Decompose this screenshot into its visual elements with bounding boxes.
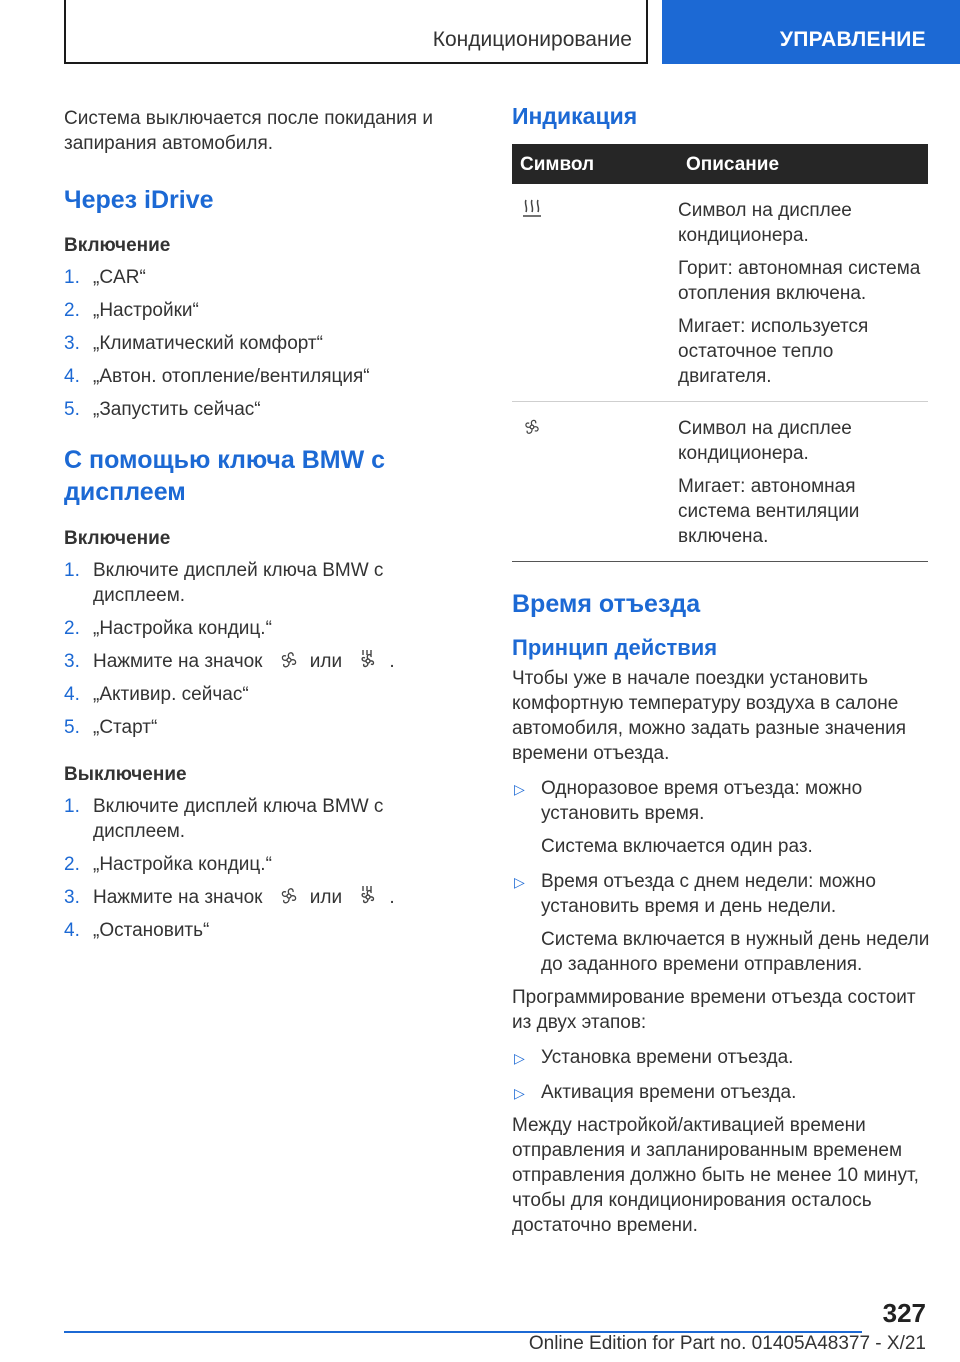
page-number: 327 bbox=[882, 1298, 926, 1328]
list-item: 5. „Старт“ bbox=[64, 717, 158, 738]
table-cell-description bbox=[678, 402, 928, 562]
indication-table bbox=[512, 144, 928, 562]
table-header-description: Описание bbox=[678, 144, 928, 184]
footer-edition: Online Edition for Part no. 01405A48377 - X/21 bbox=[528, 1333, 926, 1354]
indication-heading: Индикация bbox=[512, 103, 638, 129]
program-steps-list bbox=[512, 1045, 930, 1105]
ventilation-icon bbox=[520, 416, 544, 438]
final-text: Между настройкой/активацией времени отправления и запланированным временем отправления должно быть не менее 10 минут, чтобы для кондиционирования осталось достаточно времени. bbox=[512, 1115, 919, 1236]
list-item: 3. Нажмите на значок или . bbox=[64, 887, 395, 908]
list-item: ▷ Время отъезда с днем недели: можно установить время и день недели. Система включается в нужный день недели до заданного времени отправления. bbox=[514, 871, 930, 975]
header-chapter-title: УПРАВЛЕНИЕ bbox=[779, 28, 926, 51]
key-on-steps bbox=[64, 558, 464, 740]
table-header-symbol: Символ bbox=[512, 144, 678, 184]
header-chapter-box bbox=[662, 0, 960, 64]
program-text: Программирование времени отъезда состоит из двух этапов: bbox=[512, 987, 916, 1033]
list-item: 4. „Автон. отопление/вентиляция“ bbox=[64, 366, 370, 387]
auxiliary-heating-icon bbox=[520, 198, 544, 218]
table-cell-symbol bbox=[512, 402, 678, 562]
list-item: 4. „Активир. сейчас“ bbox=[64, 684, 249, 705]
list-item: ▷ Установка времени отъезда. bbox=[514, 1047, 794, 1068]
description-line: Символ на дисплее кондиционера. bbox=[678, 418, 852, 464]
list-item: 3. Нажмите на значок или . bbox=[64, 651, 395, 672]
list-item: ▷ Одноразовое время отъезда: можно установить время. Система включается один раз. bbox=[512, 776, 930, 859]
ventilation-icon bbox=[276, 885, 302, 907]
principle-heading: Принцип действия bbox=[512, 635, 718, 660]
ventilation-icon bbox=[276, 649, 302, 671]
list-item: 5. „Запустить сейчас“ bbox=[64, 399, 261, 420]
key-off-steps bbox=[64, 794, 464, 943]
description-line: Символ на дисплее кондиционера. bbox=[678, 200, 852, 246]
intro-text: Система выключается после покидания и запирания автомобиля. bbox=[64, 108, 433, 154]
right-column bbox=[512, 102, 930, 1238]
departure-heading: Время отъезда bbox=[512, 590, 701, 618]
auxiliary-heating-ventilation-icon bbox=[355, 649, 381, 671]
key-off-label: Выключение bbox=[64, 764, 187, 785]
left-column bbox=[64, 102, 464, 943]
table-row bbox=[512, 184, 928, 402]
description-line: Мигает: автономная система вентиляции включена. bbox=[678, 476, 860, 547]
list-item: 2. „Настройки“ bbox=[64, 300, 199, 321]
key-heading: С помощью ключа BMW с дисплеем bbox=[64, 446, 386, 506]
list-item: ▷ Активация времени отъезда. bbox=[514, 1082, 797, 1103]
list-item: 1. Включите дисплей ключа BMW с дисплеем. bbox=[64, 560, 384, 606]
bullet-note: Система включается один раз. bbox=[541, 836, 813, 857]
list-item: 2. „Настройка кондиц.“ bbox=[64, 618, 272, 639]
description-line: Мигает: используется остаточное тепло двигателя. bbox=[678, 316, 869, 387]
table-header-row bbox=[512, 144, 928, 184]
description-line: Горит: автономная система отопления включена. bbox=[678, 258, 921, 304]
idrive-on-label: Включение bbox=[64, 235, 171, 256]
table-row bbox=[512, 402, 928, 562]
idrive-steps bbox=[64, 265, 464, 422]
table-cell-symbol bbox=[512, 184, 678, 402]
list-item: 2. „Настройка кондиц.“ bbox=[64, 854, 272, 875]
auxiliary-heating-ventilation-icon bbox=[355, 885, 381, 907]
list-item: 4. „Остановить“ bbox=[64, 920, 210, 941]
list-item: 1. „CAR“ bbox=[64, 267, 146, 288]
list-item: 1. Включите дисплей ключа BMW с дисплеем. bbox=[64, 796, 384, 842]
list-item: 3. „Климатический комфорт“ bbox=[64, 333, 323, 354]
idrive-heading: Через iDrive bbox=[64, 186, 214, 214]
header-section-box bbox=[64, 0, 648, 64]
principle-text: Чтобы уже в начале поездки установить комфортную температуру воздуха в салоне автомобиля, можно задать разные значения времени отъезда. bbox=[512, 668, 907, 764]
header-section-title: Кондиционирование bbox=[432, 28, 632, 51]
bullet-note: Система включается в нужный день недели до заданного времени отправления. bbox=[541, 929, 930, 975]
key-on-label: Включение bbox=[64, 528, 171, 549]
departure-types-list bbox=[512, 776, 930, 977]
table-cell-description bbox=[678, 184, 928, 402]
